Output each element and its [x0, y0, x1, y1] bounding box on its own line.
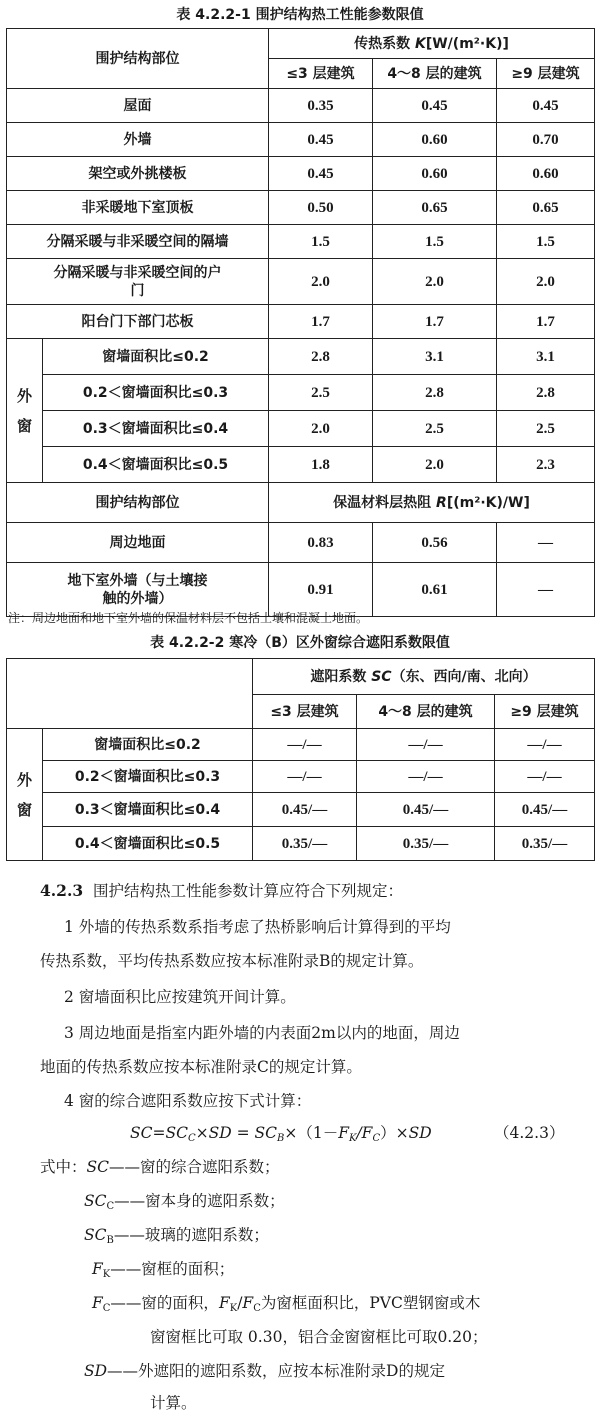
table-row: 分隔采暖与非采暖空间的户门 2.0 2.0 2.0	[7, 259, 595, 305]
table-row: 0.3＜窗墙面积比≤0.4 2.0 2.5 2.5	[7, 411, 595, 447]
table-row: 屋面 0.35 0.45 0.45	[7, 89, 595, 123]
table2-col3: ≥9 层建筑	[495, 695, 595, 729]
definition-scb: $SC_B——$玻璃的遮阳系数；	[84, 1226, 269, 1246]
table-row: 外墙 0.45 0.60 0.70	[7, 123, 595, 157]
table2-header-sc: 遮阳系数 SC（东、西向/南、北向）	[253, 659, 595, 695]
table1-col3: ≥9 层建筑	[497, 59, 595, 89]
definition-fc: $F_C——$窗的面积，$F_K/F_C$为窗框面积比，PVC塑钢窗或木	[92, 1294, 481, 1314]
table1-col2: 4～8 层的建筑	[373, 59, 497, 89]
table1-header-part: 围护结构部位	[7, 29, 269, 89]
definition-scc: $SC_C——$窗本身的遮阳系数；	[84, 1192, 285, 1212]
table1-header-part2: 围护结构部位	[7, 483, 269, 523]
section-heading: 4.2.3 围护结构热工性能参数计算应符合下列规定：	[40, 881, 404, 900]
table2-shading-limits	[6, 658, 595, 861]
table-row: 周边地面 0.83 0.56 —	[7, 523, 595, 563]
table2-caption: 表 4.2.2-2 寒冷（B）区外窗综合遮阳系数限值	[150, 635, 450, 651]
table1-thermal-limits	[6, 28, 595, 617]
table-row: 0.2＜窗墙面积比≤0.3 2.5 2.8 2.8	[7, 375, 595, 411]
definition-fc-cont: 窗窗框比可取 0.30，铝合金窗窗框比可取0.20；	[150, 1328, 488, 1346]
table-row: 架空或外挑楼板 0.45 0.60 0.60	[7, 157, 595, 191]
table1-col1: ≤3 层建筑	[269, 59, 373, 89]
table2-col1: ≤3 层建筑	[253, 695, 357, 729]
definition-fk: $F_K——$窗框的面积；	[92, 1260, 235, 1280]
table-row: 0.4＜窗墙面积比≤0.5 1.8 2.0 2.3	[7, 447, 595, 483]
table-row: 阳台门下部门芯板 1.7 1.7 1.7	[7, 305, 595, 339]
paragraph-1a: 1 外墙的传热系数系指考虑了热桥影响后计算得到的平均	[64, 918, 451, 936]
table-row: 0.2＜窗墙面积比≤0.3 —/— —/— —/—	[7, 761, 595, 793]
table1-note: 注：周边地面和地下室外墙的保温材料层不包括土壤和混凝土地面。	[8, 611, 369, 625]
paragraph-4: 4 窗的综合遮阳系数应按下式计算：	[64, 1092, 312, 1110]
table2-window-group: 外窗	[7, 729, 43, 861]
table2-col2: 4～8 层的建筑	[357, 695, 495, 729]
table-row: 0.3＜窗墙面积比≤0.4 0.45/— 0.45/— 0.45/—	[7, 793, 595, 827]
table-row: 外窗 窗墙面积比≤0.2 —/— —/— —/—	[7, 729, 595, 761]
table1-header-k: 传热系数 K[W/(m²·K)]	[269, 29, 595, 59]
table-row: 非采暖地下室顶板 0.50 0.65 0.65	[7, 191, 595, 225]
paragraph-1b: 传热系数，平均传热系数应按本标准附录B的规定计算。	[40, 952, 424, 970]
table-row: 地下室外墙（与土壤接触的外墙） 0.91 0.61 —	[7, 563, 595, 617]
table1-header-r: 保温材料层热阻 R[(m²·K)/W]	[269, 483, 595, 523]
table2-header-blank	[7, 659, 253, 729]
equation-number: （4.2.3）	[494, 1124, 565, 1142]
definition-sd-cont: 计算。	[150, 1394, 197, 1412]
table-row: 分隔采暖与非采暖空间的隔墙 1.5 1.5 1.5	[7, 225, 595, 259]
table-row: 外窗 窗墙面积比≤0.2 2.8 3.1 3.1	[7, 339, 595, 375]
table1-window-group: 外窗	[7, 339, 43, 483]
definition-sd: SD——外遮阳的遮阳系数，应按本标准附录D的规定	[84, 1362, 445, 1380]
paragraph-3b: 地面的传热系数应按本标准附录C的规定计算。	[40, 1058, 362, 1076]
paragraph-2: 2 窗墙面积比应按建筑开间计算。	[64, 988, 296, 1006]
table-row: 0.4＜窗墙面积比≤0.5 0.35/— 0.35/— 0.35/—	[7, 827, 595, 861]
paragraph-3a: 3 周边地面是指室内距外墙的内表面2m以内的地面，周边	[64, 1024, 460, 1042]
definitions-intro: 式中：SC——窗的综合遮阳系数；	[40, 1158, 280, 1176]
formula: $SC=SC_C\times SD = SC_B\times(1-F_K/F_C)\times SD$	[130, 1124, 432, 1144]
table1-caption: 表 4.2.2-1 围护结构热工性能参数限值	[176, 7, 424, 23]
